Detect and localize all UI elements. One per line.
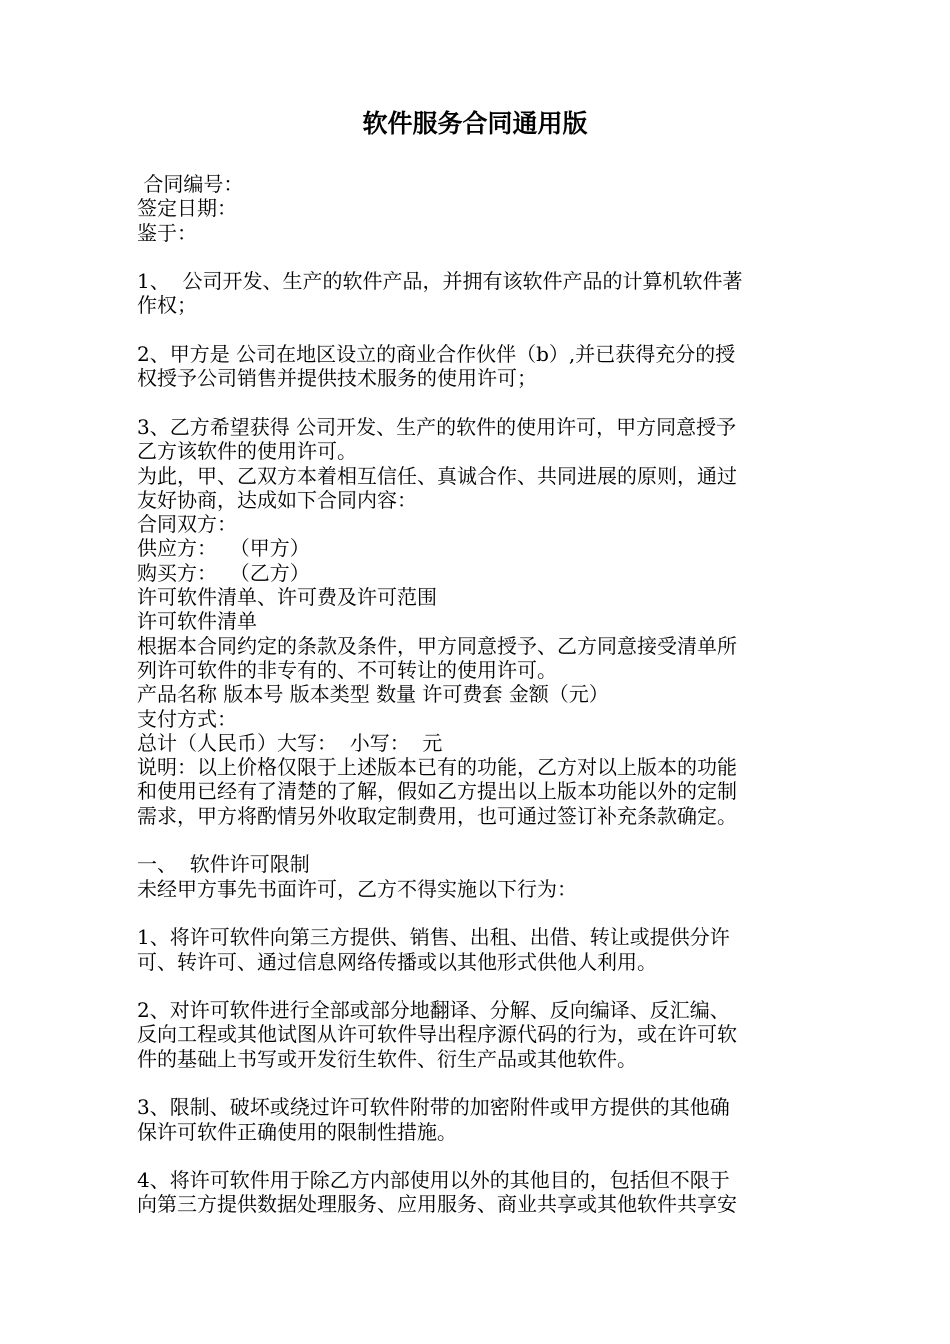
text-line: 2、甲方是 公司在地区设立的商业合作伙伴（b）,并已获得充分的授 xyxy=(137,342,736,367)
document-body xyxy=(137,172,815,1217)
text-line: 友好协商，达成如下合同内容： xyxy=(137,487,417,512)
text-line: 总计（人民币）大写： 小写： 元 xyxy=(137,730,443,755)
document-title: 软件服务合同通用版 xyxy=(362,109,588,138)
text-line: 1、 公司开发、生产的软件产品，并拥有该软件产品的计算机软件著 xyxy=(137,269,743,294)
blank-line xyxy=(137,245,815,269)
blank-line xyxy=(137,391,815,415)
blank-line xyxy=(137,974,815,998)
text-line: 为此，甲、乙双方本着相互信任、真诚合作、共同进展的原则，通过 xyxy=(137,463,737,488)
blank-line xyxy=(137,901,815,925)
text-line: 保许可软件正确使用的限制性措施。 xyxy=(137,1119,457,1144)
text-line: 购买方： （乙方） xyxy=(137,560,310,585)
blank-line xyxy=(137,828,815,852)
text-line: 可、转许可、通过信息网络传播或以其他形式供他人利用。 xyxy=(137,949,657,974)
text-line: 2、对许可软件进行全部或部分地翻译、分解、反向编译、反汇编、 xyxy=(137,998,730,1023)
text-line: 许可软件清单、许可费及许可范围 xyxy=(137,585,437,610)
text-line: 根据本合同约定的条款及条件，甲方同意授予、乙方同意接受清单所 xyxy=(137,633,737,658)
text-line: 列许可软件的非专有的、不可转让的使用许可。 xyxy=(137,657,557,682)
blank-line xyxy=(137,1071,815,1095)
text-line: 件的基础上书写或开发衍生软件、衍生产品或其他软件。 xyxy=(137,1046,637,1071)
blank-line xyxy=(137,1144,815,1168)
text-line: 说明：以上价格仅限于上述版本已有的功能，乙方对以上版本的功能 xyxy=(137,755,737,780)
text-line: 许可软件清单 xyxy=(137,609,257,634)
text-line: 合同编号： xyxy=(137,172,244,196)
text-line: 4、将许可软件用于除乙方内部使用以外的其他目的，包括但不限于 xyxy=(137,1168,730,1193)
text-line: 和使用已经有了清楚的了解，假如乙方提出以上版本功能以外的定制 xyxy=(137,779,737,804)
text-line: 乙方该软件的使用许可。 xyxy=(137,439,357,464)
text-line: 合同双方： xyxy=(137,512,237,537)
text-line: 3、限制、破坏或绕过许可软件附带的加密附件或甲方提供的其他确 xyxy=(137,1095,730,1120)
text-line: 作权； xyxy=(137,293,197,318)
text-line: 需求，甲方将酌情另外收取定制费用，也可通过签订补充条款确定。 xyxy=(137,803,737,828)
blank-line xyxy=(137,318,815,342)
text-line: 一、 软件许可限制 xyxy=(137,852,310,877)
text-line: 3、乙方希望获得 公司开发、生产的软件的使用许可，甲方同意授予 xyxy=(137,414,737,439)
text-line: 向第三方提供数据处理服务、应用服务、商业共享或其他软件共享安 xyxy=(137,1192,737,1217)
text-line: 支付方式： xyxy=(137,706,237,731)
text-line: 反向工程或其他试图从许可软件导出程序源代码的行为，或在许可软 xyxy=(137,1022,737,1047)
text-line: 1、将许可软件向第三方提供、销售、出租、出借、转让或提供分许 xyxy=(137,925,730,950)
text-line: 未经甲方事先书面许可，乙方不得实施以下行为： xyxy=(137,876,577,901)
text-line: 供应方： （甲方） xyxy=(137,536,310,561)
text-line: 权授予公司销售并提供技术服务的使用许可； xyxy=(137,366,537,391)
text-line: 鉴于： xyxy=(137,220,197,245)
text-line: 产品名称 版本号 版本类型 数量 许可费套 金额（元） xyxy=(137,682,609,707)
text-line: 签定日期： xyxy=(137,196,237,221)
